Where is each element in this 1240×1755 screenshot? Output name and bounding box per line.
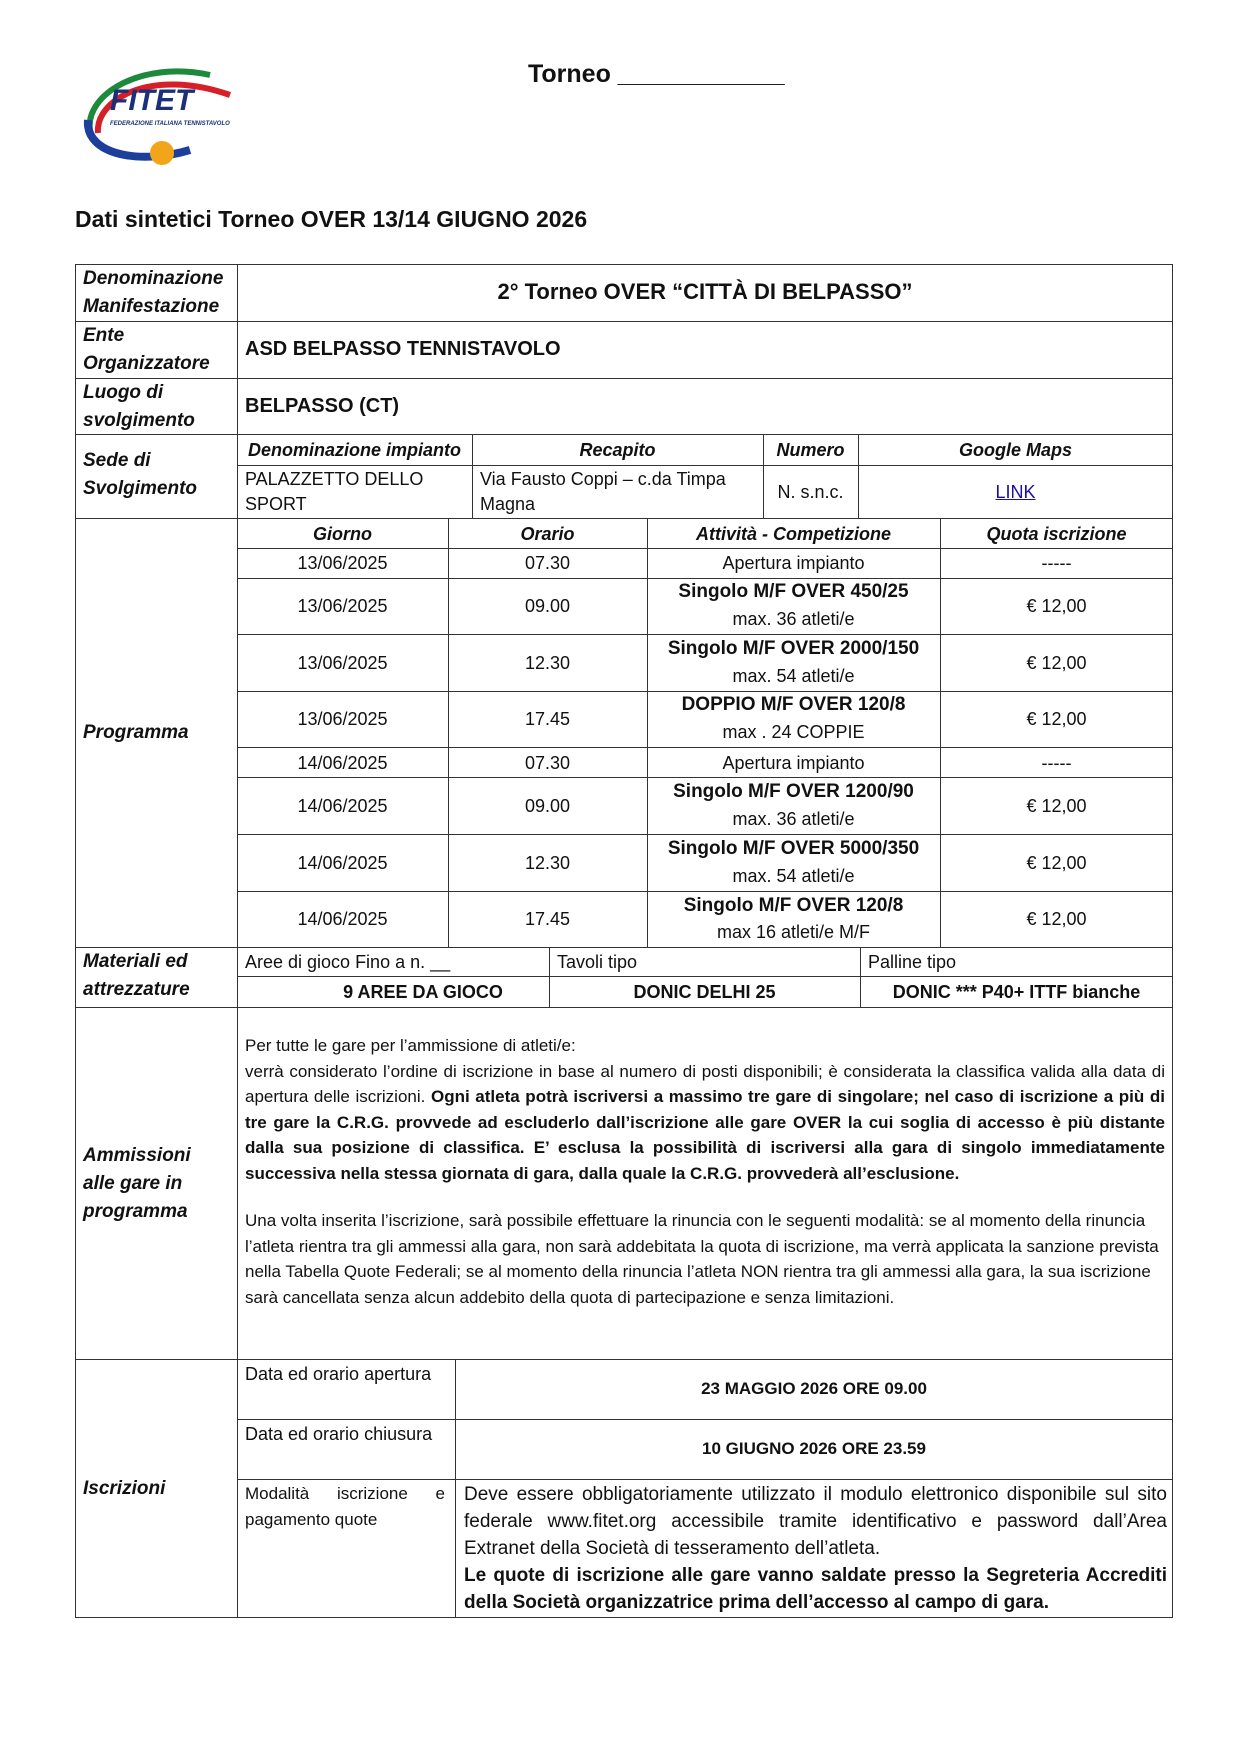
rule [237, 634, 1173, 635]
rule [75, 264, 1173, 265]
text-line: PALAZZETTO DELLO [245, 469, 424, 489]
label-line: Sede di [83, 450, 151, 471]
prog-header-quota: Quota iscrizione [986, 524, 1127, 544]
text-run: Deve essere obbligatoriamente utilizzato il modulo elettronico disponibile sul sito federale www.fitet.org accessibile tramite identificativo e password dall’Area Extranet della Società di tesseramento dell’atleta. [464, 1484, 1167, 1559]
chiusura-label: Data ed orario chiusura [245, 1424, 433, 1444]
cell-orario: 09.00 [524, 596, 571, 616]
cell-orario: 12.30 [524, 853, 571, 873]
rule [237, 777, 1173, 778]
rule [75, 518, 1173, 519]
rule [237, 747, 1173, 748]
label-line: alle gare in [83, 1173, 183, 1194]
sede-header-recapito: Recapito [579, 440, 656, 460]
cell-giorno: 13/06/2025 [297, 709, 388, 729]
cell-giorno: 13/06/2025 [297, 553, 388, 573]
label-line: Luogo di [83, 382, 164, 403]
label-line: Denominazione [83, 268, 224, 289]
label-line: svolgimento [83, 410, 195, 431]
cell-attivita: Apertura impianto [722, 553, 865, 573]
rule [237, 465, 1173, 466]
apertura-label: Data ed orario apertura [245, 1364, 432, 1384]
text-line: Via Fausto Coppi – c.da Timpa [480, 469, 726, 489]
cell-quota: € 12,00 [1026, 653, 1087, 673]
cell-competizione: Singolo M/F OVER 450/25 [678, 581, 909, 602]
ammissioni-paragraph-1 [245, 1033, 1165, 1186]
rule [75, 434, 1173, 435]
tavoli-label: Tavoli tipo [557, 952, 638, 972]
tavoli-value: DONIC DELHI 25 [633, 982, 776, 1002]
cell-quota: ----- [1041, 753, 1072, 773]
cell-dettaglio: max 16 atleti/e M/F [716, 922, 871, 942]
rule [237, 1419, 1173, 1420]
modalita-text [464, 1481, 1167, 1616]
cell-orario: 17.45 [524, 709, 571, 729]
ammissioni-paragraph-2: Una volta inserita l’iscrizione, sarà possibile effettuare la rinuncia con le seguenti modalità: se al momento della rinuncia l’atleta rientra tra gli ammessi alla gara, non sarà addebitata la quota di iscrizione, ma verrà applicata la sanzione prevista nella Tabella Quote Federali; se al momento della rinuncia l’atleta NON rientra tra gli ammessi alla gara, la sua iscrizione sarà cancellata senza alcun addebito della quota di partecipazione e senza limitazioni. [245, 1211, 1159, 1307]
rule [237, 976, 1173, 977]
rule [940, 518, 941, 947]
sede-numero: N. s.n.c. [777, 482, 844, 502]
cell-giorno: 13/06/2025 [297, 596, 388, 616]
rule [237, 264, 238, 1618]
label-line: Svolgimento [83, 478, 198, 499]
google-maps-link[interactable]: LINK [995, 482, 1036, 502]
logo-subtitle: FEDERAZIONE ITALIANA TENNISTAVOLO [110, 121, 230, 127]
cell-quota: ----- [1041, 553, 1072, 573]
cell-dettaglio: max. 36 atleti/e [732, 809, 855, 829]
logo-text: FITET [110, 84, 194, 117]
label-luogo [83, 379, 195, 435]
rule [237, 891, 1173, 892]
label-line: Ammissioni [83, 1145, 191, 1166]
modalita-label: Modalità iscrizione e pagamento quote [245, 1484, 445, 1529]
cell-competizione: Singolo M/F OVER 5000/350 [667, 838, 920, 859]
cell-giorno: 14/06/2025 [297, 909, 388, 929]
label-line: Materiali ed [83, 951, 188, 972]
rule [75, 264, 76, 1618]
rule [237, 548, 1173, 549]
cell-dettaglio: max. 36 atleti/e [732, 609, 855, 629]
apertura-value: 23 MAGGIO 2026 ORE 09.00 [701, 1379, 927, 1398]
text-run-bold: Ogni atleta potrà iscriversi a massimo tre gare di singolare; nel caso di iscrizione a più di tre gare la C.R.G. provvede ad escluderlo dall’iscrizione alle gare OVER la cui soglia di accesso è più distante dalla sua posizione di classifica. E’ esclusa la possibilità di iscriversi alla gara di singolo immediatamente successiva nella stessa giornata di gara, dalla quale la C.R.G. provvederà all’esclusione. [245, 1087, 1166, 1183]
label-line: Manifestazione [83, 296, 220, 317]
sede-header-impianto: Denominazione impianto [247, 440, 461, 460]
cell-dettaglio: max . 24 COPPIE [722, 722, 865, 742]
chiusura-value: 10 GIUGNO 2026 ORE 23.59 [702, 1439, 926, 1458]
cell-giorno: 14/06/2025 [297, 853, 388, 873]
summary-table [75, 264, 1173, 1618]
rule [75, 1617, 1173, 1618]
aree-value: 9 AREE DA GIOCO [343, 982, 503, 1002]
prog-header-attivita: Attività - Competizione [695, 524, 891, 544]
prog-header-orario: Orario [520, 524, 575, 544]
cell-quota: € 12,00 [1026, 909, 1087, 929]
cell-giorno: 14/06/2025 [297, 753, 388, 773]
label-line: programma [83, 1201, 188, 1222]
label-programma: Programma [83, 722, 189, 743]
cell-competizione: Singolo M/F OVER 2000/150 [667, 638, 920, 659]
rule [75, 378, 1173, 379]
rule [75, 947, 1173, 948]
torneo-title: Torneo ____________ [528, 60, 785, 88]
cell-orario: 09.00 [524, 796, 571, 816]
text-run-bold: Le quote di iscrizione alle gare vanno saldate presso la Segreteria Accrediti della Società organizzatrice prima dell’accesso al campo di gara. [464, 1565, 1167, 1613]
cell-orario: 07.30 [524, 553, 571, 573]
sede-impianto [245, 467, 423, 517]
cell-giorno: 13/06/2025 [297, 653, 388, 673]
cell-giorno: 14/06/2025 [297, 796, 388, 816]
cell-dettaglio: max. 54 atleti/e [732, 666, 855, 686]
rule [448, 518, 449, 947]
cell-quota: € 12,00 [1026, 796, 1087, 816]
text-line: Per tutte le gare per l’ammissione di atleti/e: [245, 1036, 576, 1055]
rule [75, 1359, 1173, 1360]
rule [1172, 264, 1173, 1618]
rule [237, 834, 1173, 835]
rule [237, 1479, 1173, 1480]
ente-value: ASD BELPASSO TENNISTAVOLO [245, 338, 561, 360]
label-iscrizioni: Iscrizioni [83, 1478, 166, 1499]
label-ammissioni [83, 1142, 191, 1226]
cell-competizione: DOPPIO M/F OVER 120/8 [681, 694, 906, 715]
page-subtitle: Dati sintetici Torneo OVER 13/14 GIUGNO 2026 [75, 206, 588, 232]
text-line: SPORT [245, 494, 307, 514]
label-materiali [83, 948, 190, 1004]
label-ente [83, 322, 210, 378]
label-line: attrezzature [83, 979, 190, 1000]
cell-quota: € 12,00 [1026, 853, 1087, 873]
denominazione-value: 2° Torneo OVER “CITTÀ DI BELPASSO” [497, 279, 913, 304]
fitet-logo [80, 55, 255, 170]
sede-header-numero: Numero [776, 440, 845, 460]
rule [75, 321, 1173, 322]
aree-label: Aree di gioco Fino a n. __ [245, 952, 451, 972]
palline-value: DONIC *** P40+ ITTF bianche [892, 982, 1141, 1002]
cell-orario: 12.30 [524, 653, 571, 673]
cell-quota: € 12,00 [1026, 596, 1087, 616]
label-line: Organizzatore [83, 353, 210, 374]
luogo-value: BELPASSO (CT) [245, 395, 400, 417]
cell-orario: 07.30 [524, 753, 571, 773]
sede-header-maps: Google Maps [958, 440, 1072, 460]
sede-maps-cell [858, 479, 1173, 505]
label-line: Ente [83, 325, 125, 346]
cell-orario: 17.45 [524, 909, 571, 929]
prog-header-giorno: Giorno [313, 524, 372, 544]
rule [75, 1007, 1173, 1008]
text-run: verrà considerato l’ordine di iscrizione in base al numero di posti disponibili; è considerata la classifica valida alla data di apertura delle iscrizioni. [245, 1061, 1165, 1106]
text-line: Magna [480, 494, 536, 514]
label-denominazione [83, 265, 223, 321]
palline-label: Palline tipo [868, 952, 957, 972]
cell-competizione: Singolo M/F OVER 120/8 [683, 895, 904, 916]
cell-attivita: Apertura impianto [722, 753, 865, 773]
cell-dettaglio: max. 54 atleti/e [732, 866, 855, 886]
cell-quota: € 12,00 [1026, 709, 1087, 729]
sede-recapito [480, 467, 726, 517]
label-sede [83, 447, 197, 503]
cell-competizione: Singolo M/F OVER 1200/90 [673, 781, 914, 802]
